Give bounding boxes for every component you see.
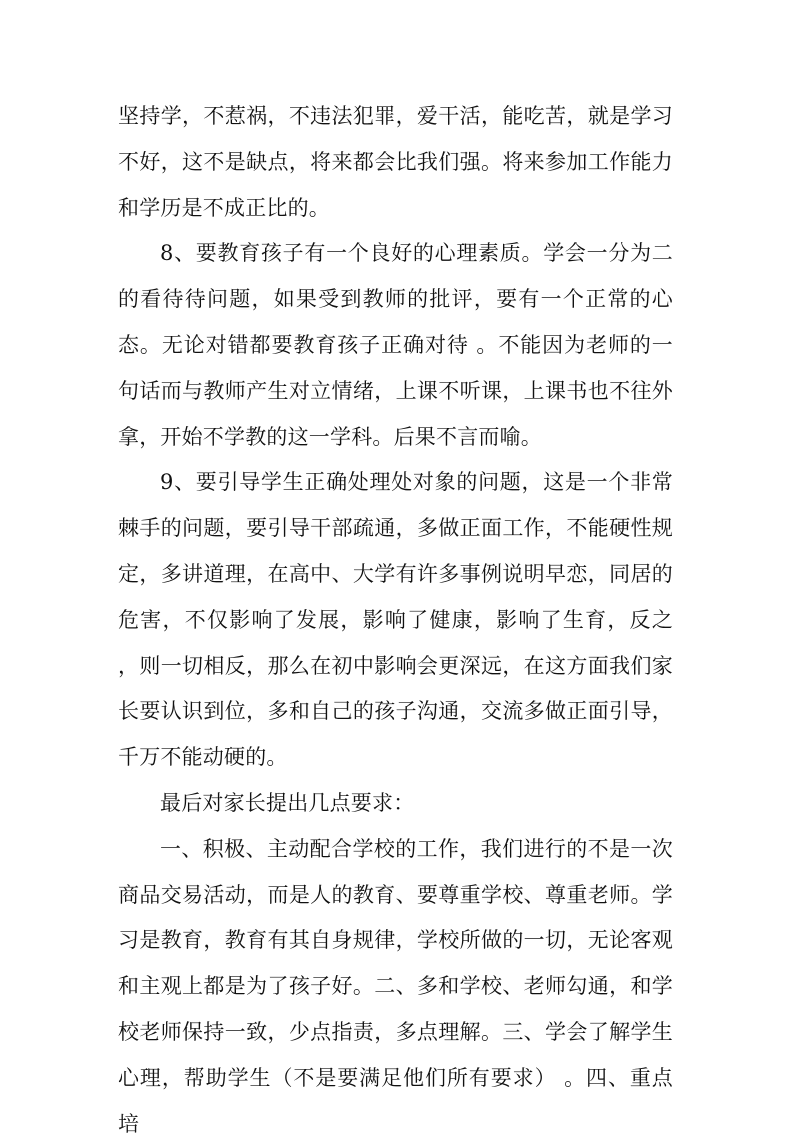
paragraph-5: 一、积极、主动配合学校的工作，我们进行的不是一次商品交易活动，而是人的教育、要尊重学校、尊重老师。学习是教育，教育有其自身规律，学校所做的一切，无论客观和主观上都是为了孩子好。二、多和学校、老师勾通，和学校老师保持一致，少点指责，多点理解。三、学会了解学生心理，帮助学生（不是要满足他们所有要求） 。四、重点培 bbox=[118, 836, 673, 1136]
document-body bbox=[118, 94, 673, 1147]
paragraph-3: 9、要引导学生正确处理处对象的问题，这是一个非常棘手的问题，要引导干部疏通，多做正面工作，不能硬性规定，多讲道理，在高中、大学有许多事例说明早恋，同居的危害，不仅影响了发展，影响了健康，影响了生育，反之 ，则一切相反，那么在初中影响会更深远，在这方面我们家长要认识到位，多和自己的孩子沟通，交流多做正面引导，千万不能动硬的。 bbox=[118, 470, 673, 770]
paragraph-2: 8、要教育孩子有一个良好的心理素质。学会一分为二的看待待问题，如果受到教师的批评，要有一个正常的心态。无论对错都要教育孩子正确对待 。不能因为老师的一句话而与教师产生对立情绪，上课不听课，上课书也不往外拿，开始不学教的这一学科。后果不言而喻。 bbox=[118, 241, 673, 449]
paragraph-4: 最后对家长提出几点要求： bbox=[160, 790, 415, 815]
paragraph-1: 坚持学，不惹祸，不违法犯罪，爱干活，能吃苦，就是学习不好，这不是缺点，将来都会比我们强。将来参加工作能力和学历是不成正比的。 bbox=[118, 104, 673, 220]
